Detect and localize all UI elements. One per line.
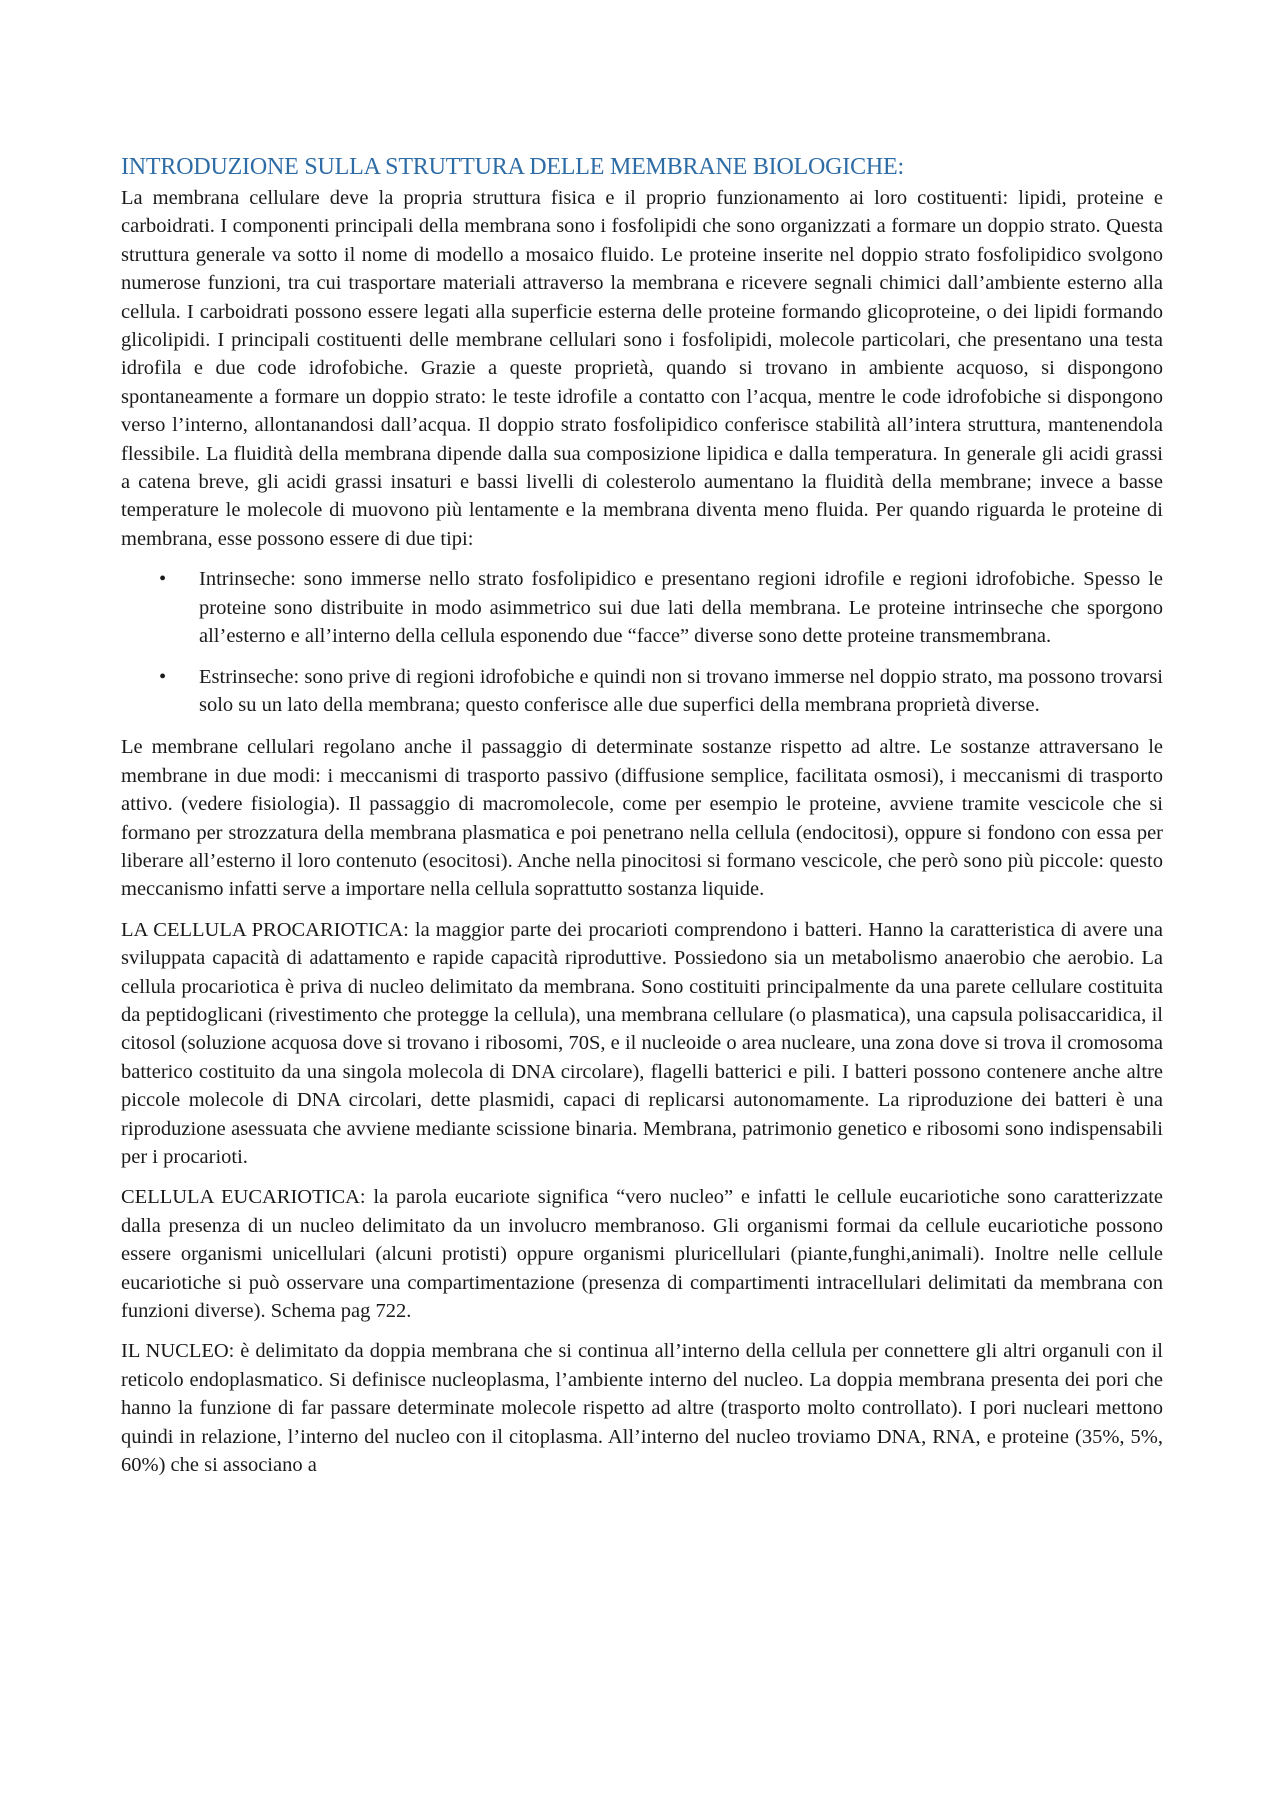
section-heading: INTRODUZIONE SULLA STRUTTURA DELLE MEMBRANE BIOLOGICHE: <box>121 154 904 180</box>
list-item-text: Intrinseche: sono immerse nello strato fosfolipidico e presentano regioni idrofile e regioni idrofobiche. Spesso le proteine sono distribuite in modo asimmetrico sui due lati della membrana. Le proteine intrinseche che sporgono all’esterno e all’interno della cellula esponendo due “facce” diverse sono dette proteine transmembrana. <box>199 568 1163 648</box>
paragraph-intro: La membrana cellulare deve la propria struttura fisica e il proprio funzionamento ai loro costituenti: lipidi, proteine e carboidrati. I componenti principali della membrana sono i fosfolipidi che sono organizzati a formare un doppio strato. Questa struttura generale va sotto il nome di modello a mosaico fluido. Le proteine inserite nel doppio strato fosfolipidico svolgono numerose funzioni, tra cui trasportare materiali attraverso la membrana e ricevere segnali chimici dall’ambiente esterno alla cellula. I carboidrati possono essere legati alla superficie esterna delle proteine formando glicoproteine, o dei lipidi formando glicolipidi. I principali costituenti delle membrane cellulari sono i fosfolipidi, molecole particolari, che presentano una testa idrofila e due code idrofobiche. Grazie a queste proprietà, quando si trovano in ambiente acquoso, si dispongono spontaneamente a formare un doppio strato: le teste idrofile a contatto con l’acqua, mentre le code idrofobiche si dispongono verso l’interno, allontanandosi dall’acqua. Il doppio strato fosfolipidico conferisce stabilità all’intera struttura, mantenendola flessibile. La fluidità della membrana dipende dalla sua composizione lipidica e dalla temperatura. In generale gli acidi grassi a catena breve, gli acidi grassi insaturi e bassi livelli di colesterolo aumentano la fluidità della membrane; invece a basse temperature le molecole di muovono più lentamente e la membrana diventa meno fluida. Per quando riguarda le proteine di membrana, esse possono essere di due tipi: <box>121 187 1163 550</box>
protein-types-list <box>121 565 1163 719</box>
paragraph-prokaryote: LA CELLULA PROCARIOTICA: la maggior parte dei procarioti comprendono i batteri. Hanno la caratteristica di avere una sviluppata capacità di adattamento e rapide capacità riproduttive. Possiedono sia un metabolismo anaerobio che aerobio. La cellula procariotica è priva di nucleo delimitato da membrana. Sono costituiti principalmente da una parete cellulare costituita da peptidoglicani (rivestimento che protegge la cellula), una membrana cellulare (o plasmatica), una capsula polisaccaridica, il citosol (soluzione acquosa dove si trovano i ribosomi, 70S, e il nucleoide o area nucleare, una zona dove si trova il cromosoma batterico costituito da una singola molecola di DNA circolare), flagelli batterici e pili. I batteri possono contenere anche altre piccole molecole di DNA circolari, dette plasmidi, capaci di replicarsi autonomamente. La riproduzione dei batteri è una riproduzione asessuata che avviene mediante scissione binaria. Membrana, patrimonio genetico e ribosomi sono indispensabili per i procarioti. <box>121 918 1163 1168</box>
list-item-text: Estrinseche: sono prive di regioni idrofobiche e quindi non si trovano immerse nel doppio strato, ma possono trovarsi solo su un lato della membrana; questo conferisce alle due superfici della membrana proprietà diverse. <box>199 665 1163 716</box>
paragraph-eukaryote: CELLULA EUCARIOTICA: la parola eucariote significa “vero nucleo” e infatti le cellule eucariotiche sono caratterizzate dalla presenza di un nucleo delimitato da un involucro membranoso. Gli organismi formai da cellule eucariotiche possono essere organismi unicellulari (alcuni protisti) oppure organismi pluricellulari (piante,funghi,animali). Inoltre nelle cellule eucariotiche si può osservare una compartimentazione (presenza di compartimenti intracellulari delimitati da membrana con funzioni diverse). Schema pag 722. <box>121 1186 1163 1323</box>
list-item-intrinsic <box>121 565 1163 650</box>
bullet-icon: • <box>159 568 167 591</box>
paragraph-transport: Le membrane cellulari regolano anche il passaggio di determinate sostanze rispetto ad altre. Le sostanze attraversano le membrane in due modi: i meccanismi di trasporto passivo (diffusione semplice, facilitata osmosi), i meccanismi di trasporto attivo. (vedere fisiologia). Il passaggio di macromolecole, come per esempio le proteine, avviene tramite vescicole che si formano per strozzatura della membrana plasmatica e poi penetrano nella cellula (endocitosi), oppure si fondono con essa per liberare all’esterno il loro contenuto (esocitosi). Anche nella pinocitosi si formano vescicole, che però sono più piccole: questo meccanismo infatti serve a importare nella cellula soprattutto sostanza liquide. <box>121 736 1163 901</box>
document-page <box>121 152 1163 1491</box>
list-item-extrinsic <box>121 663 1163 720</box>
bullet-icon: • <box>159 665 167 688</box>
paragraph-nucleus: IL NUCLEO: è delimitato da doppia membrana che si continua all’interno della cellula per connettere gli altri organuli con il reticolo endoplasmatico. Si definisce nucleoplasma, l’ambiente interno del nucleo. La doppia membrana presenta dei pori che hanno la funzione di far passare determinate molecole rispetto ad altre (trasporto molto controllato). I pori nucleari mettono quindi in relazione, l’interno del nucleo con il citoplasma. All’interno del nucleo troviamo DNA, RNA, e proteine (35%, 5%, 60%) che si associano a <box>121 1340 1163 1477</box>
